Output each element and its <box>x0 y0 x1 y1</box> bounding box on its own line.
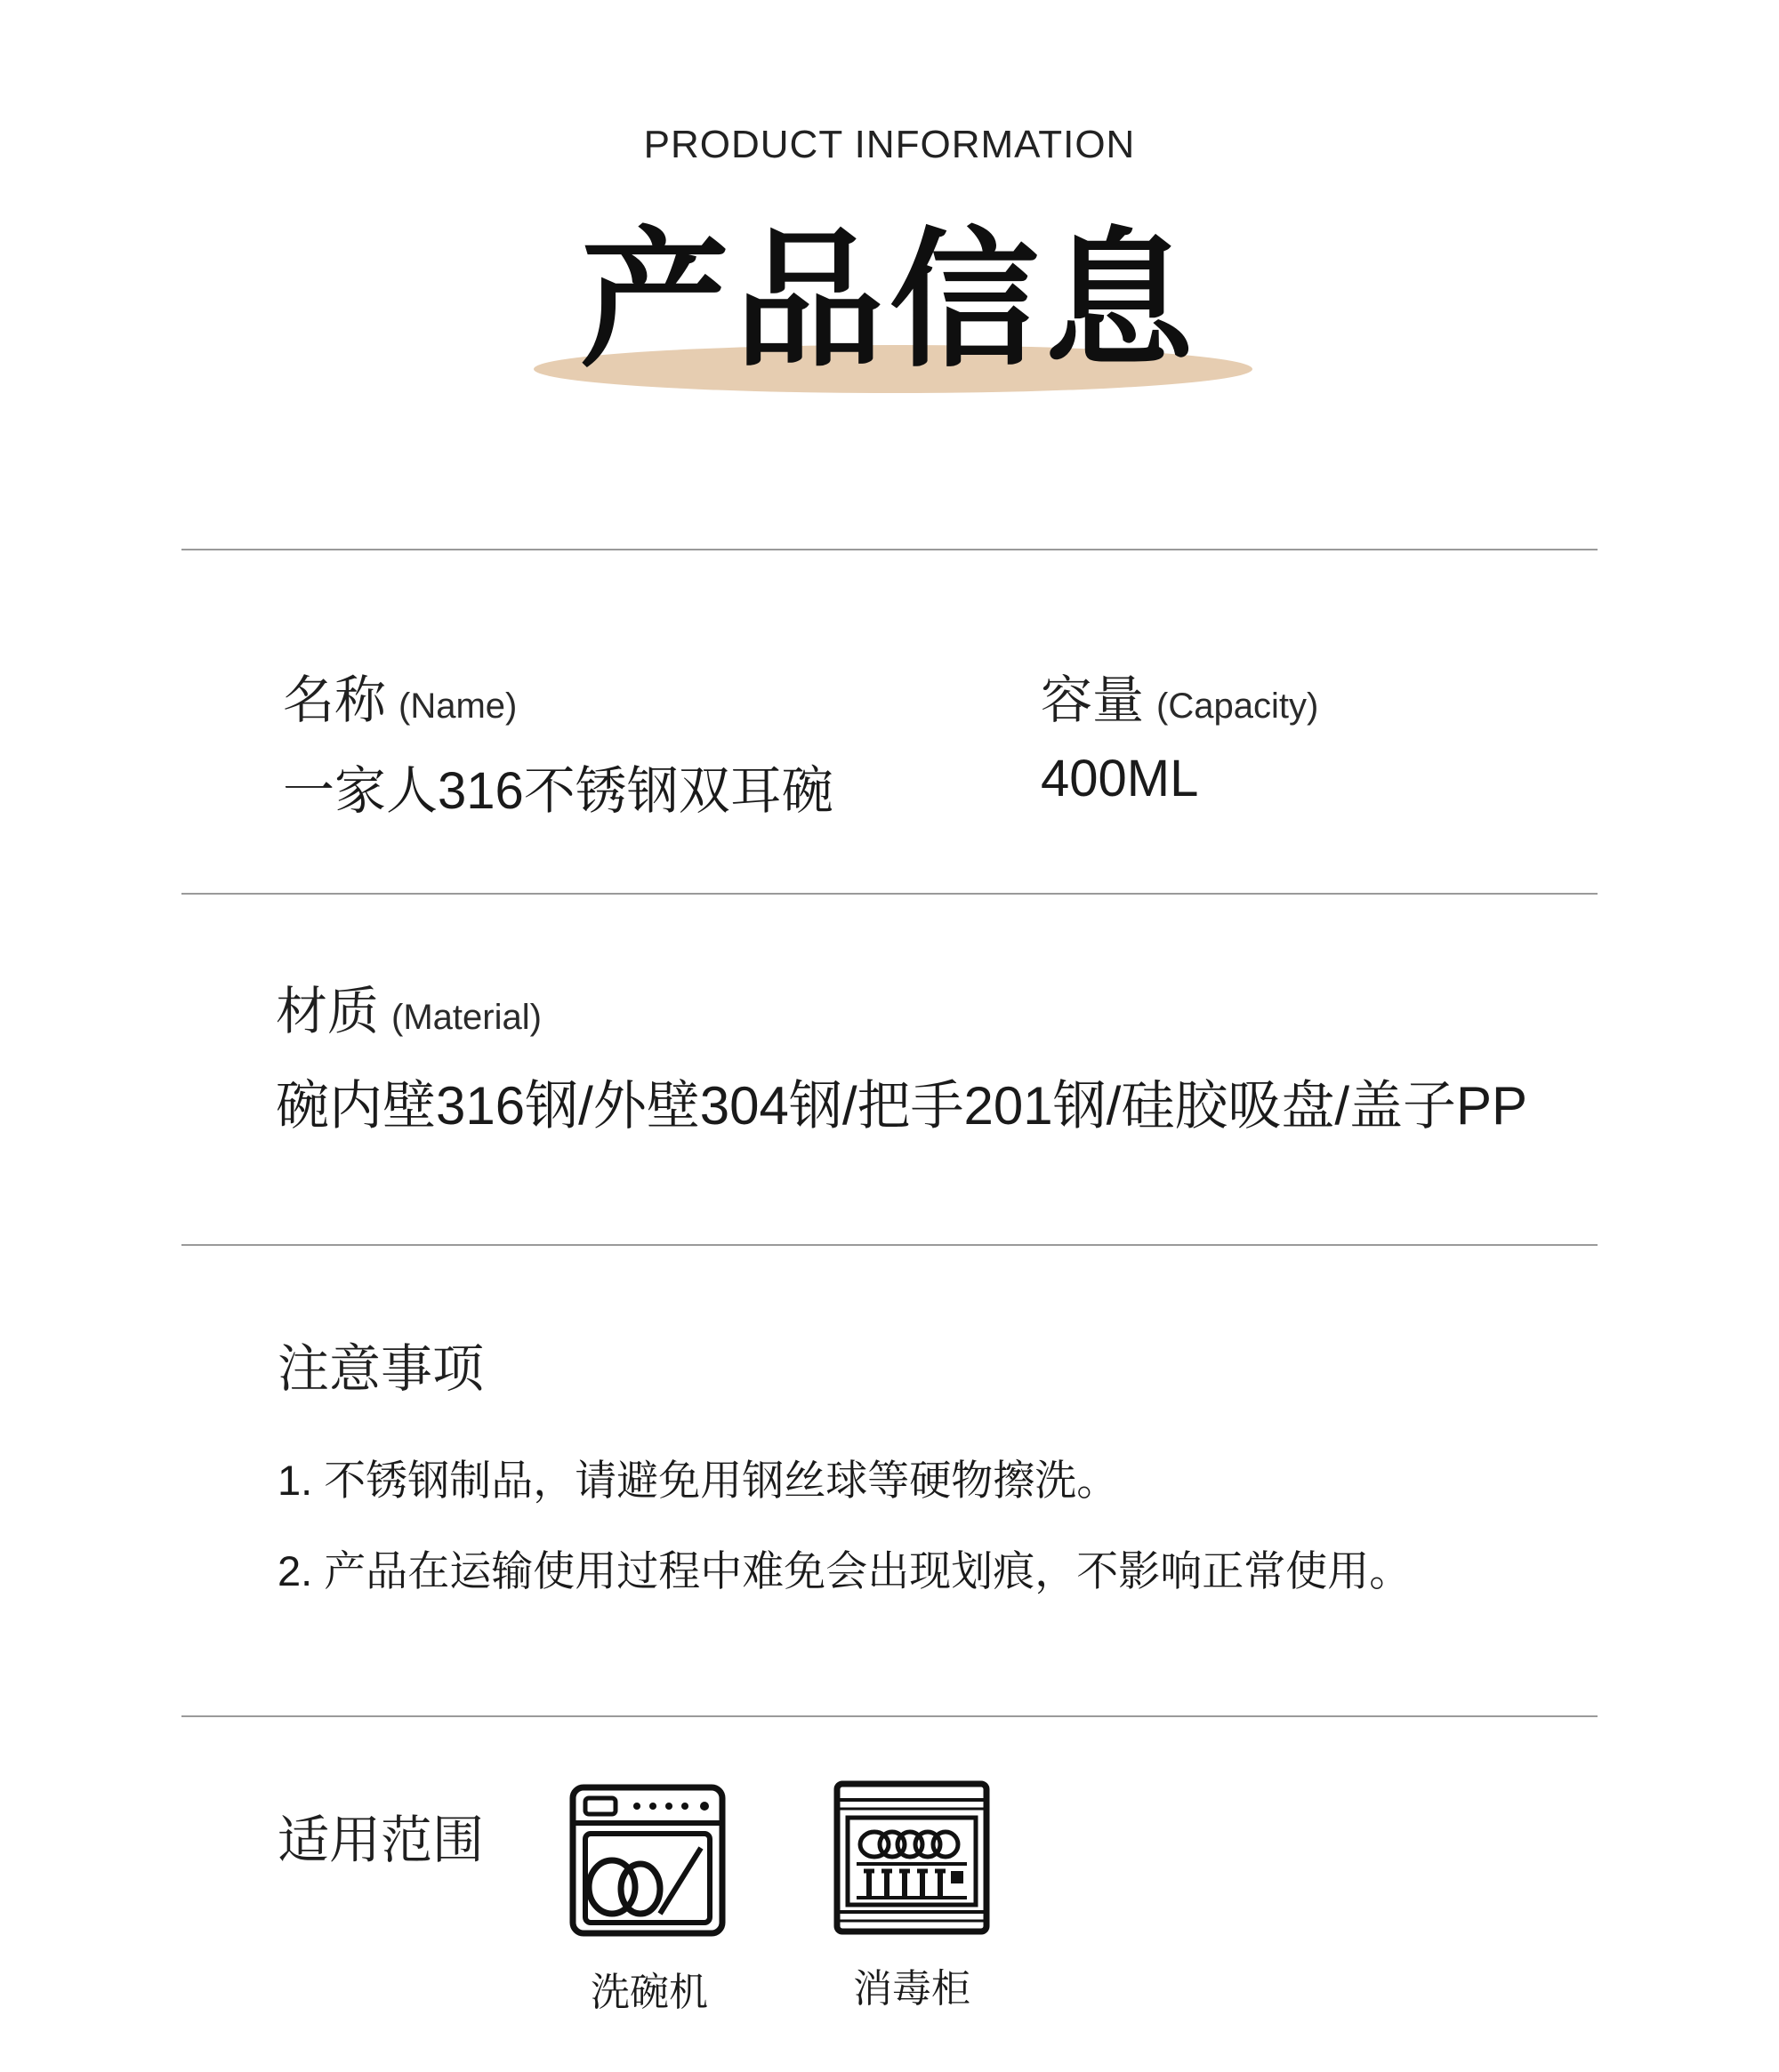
notice-label: 注意事项 <box>278 1340 485 1398</box>
name-label <box>283 658 517 733</box>
dishwasher-icon <box>568 1780 728 1940</box>
sterilizer-cabinet-icon <box>832 1779 992 1939</box>
notice-item: 2. 产品在运输使用过程中难免会出现划痕，不影响正常使用。 <box>278 1547 1412 1594</box>
material-label-en: (Material) <box>391 998 542 1037</box>
name-value: 一家人316不锈钢双耳碗 <box>283 762 833 820</box>
name-label-cn: 名称 <box>283 671 387 729</box>
divider <box>181 893 1598 895</box>
notice-item: 1. 不锈钢制品，请避免用钢丝球等硬物擦洗。 <box>278 1457 1119 1504</box>
name-label-en: (Name) <box>398 687 518 726</box>
sterilizer-cabinet-label: 消毒柜 <box>853 1967 970 2011</box>
capacity-label-cn: 容量 <box>1041 671 1145 729</box>
divider <box>181 1715 1598 1717</box>
material-label-cn: 材质 <box>276 983 380 1040</box>
capacity-value: 400ML <box>1041 750 1199 807</box>
divider <box>181 549 1598 550</box>
capacity-label <box>1041 658 1318 733</box>
usage-label: 适用范围 <box>278 1811 485 1869</box>
material-value: 碗内壁316钢/外壁304钢/把手201钢/硅胶吸盘/盖子PP <box>276 1076 1528 1136</box>
page-subtitle: PRODUCT INFORMATION <box>643 123 1136 166</box>
divider <box>181 1244 1598 1246</box>
capacity-label-en: (Capacity) <box>1156 687 1319 726</box>
dishwasher-label: 洗碗机 <box>591 1971 708 2014</box>
material-label <box>276 969 542 1044</box>
page-title: 产品信息 <box>580 217 1199 384</box>
